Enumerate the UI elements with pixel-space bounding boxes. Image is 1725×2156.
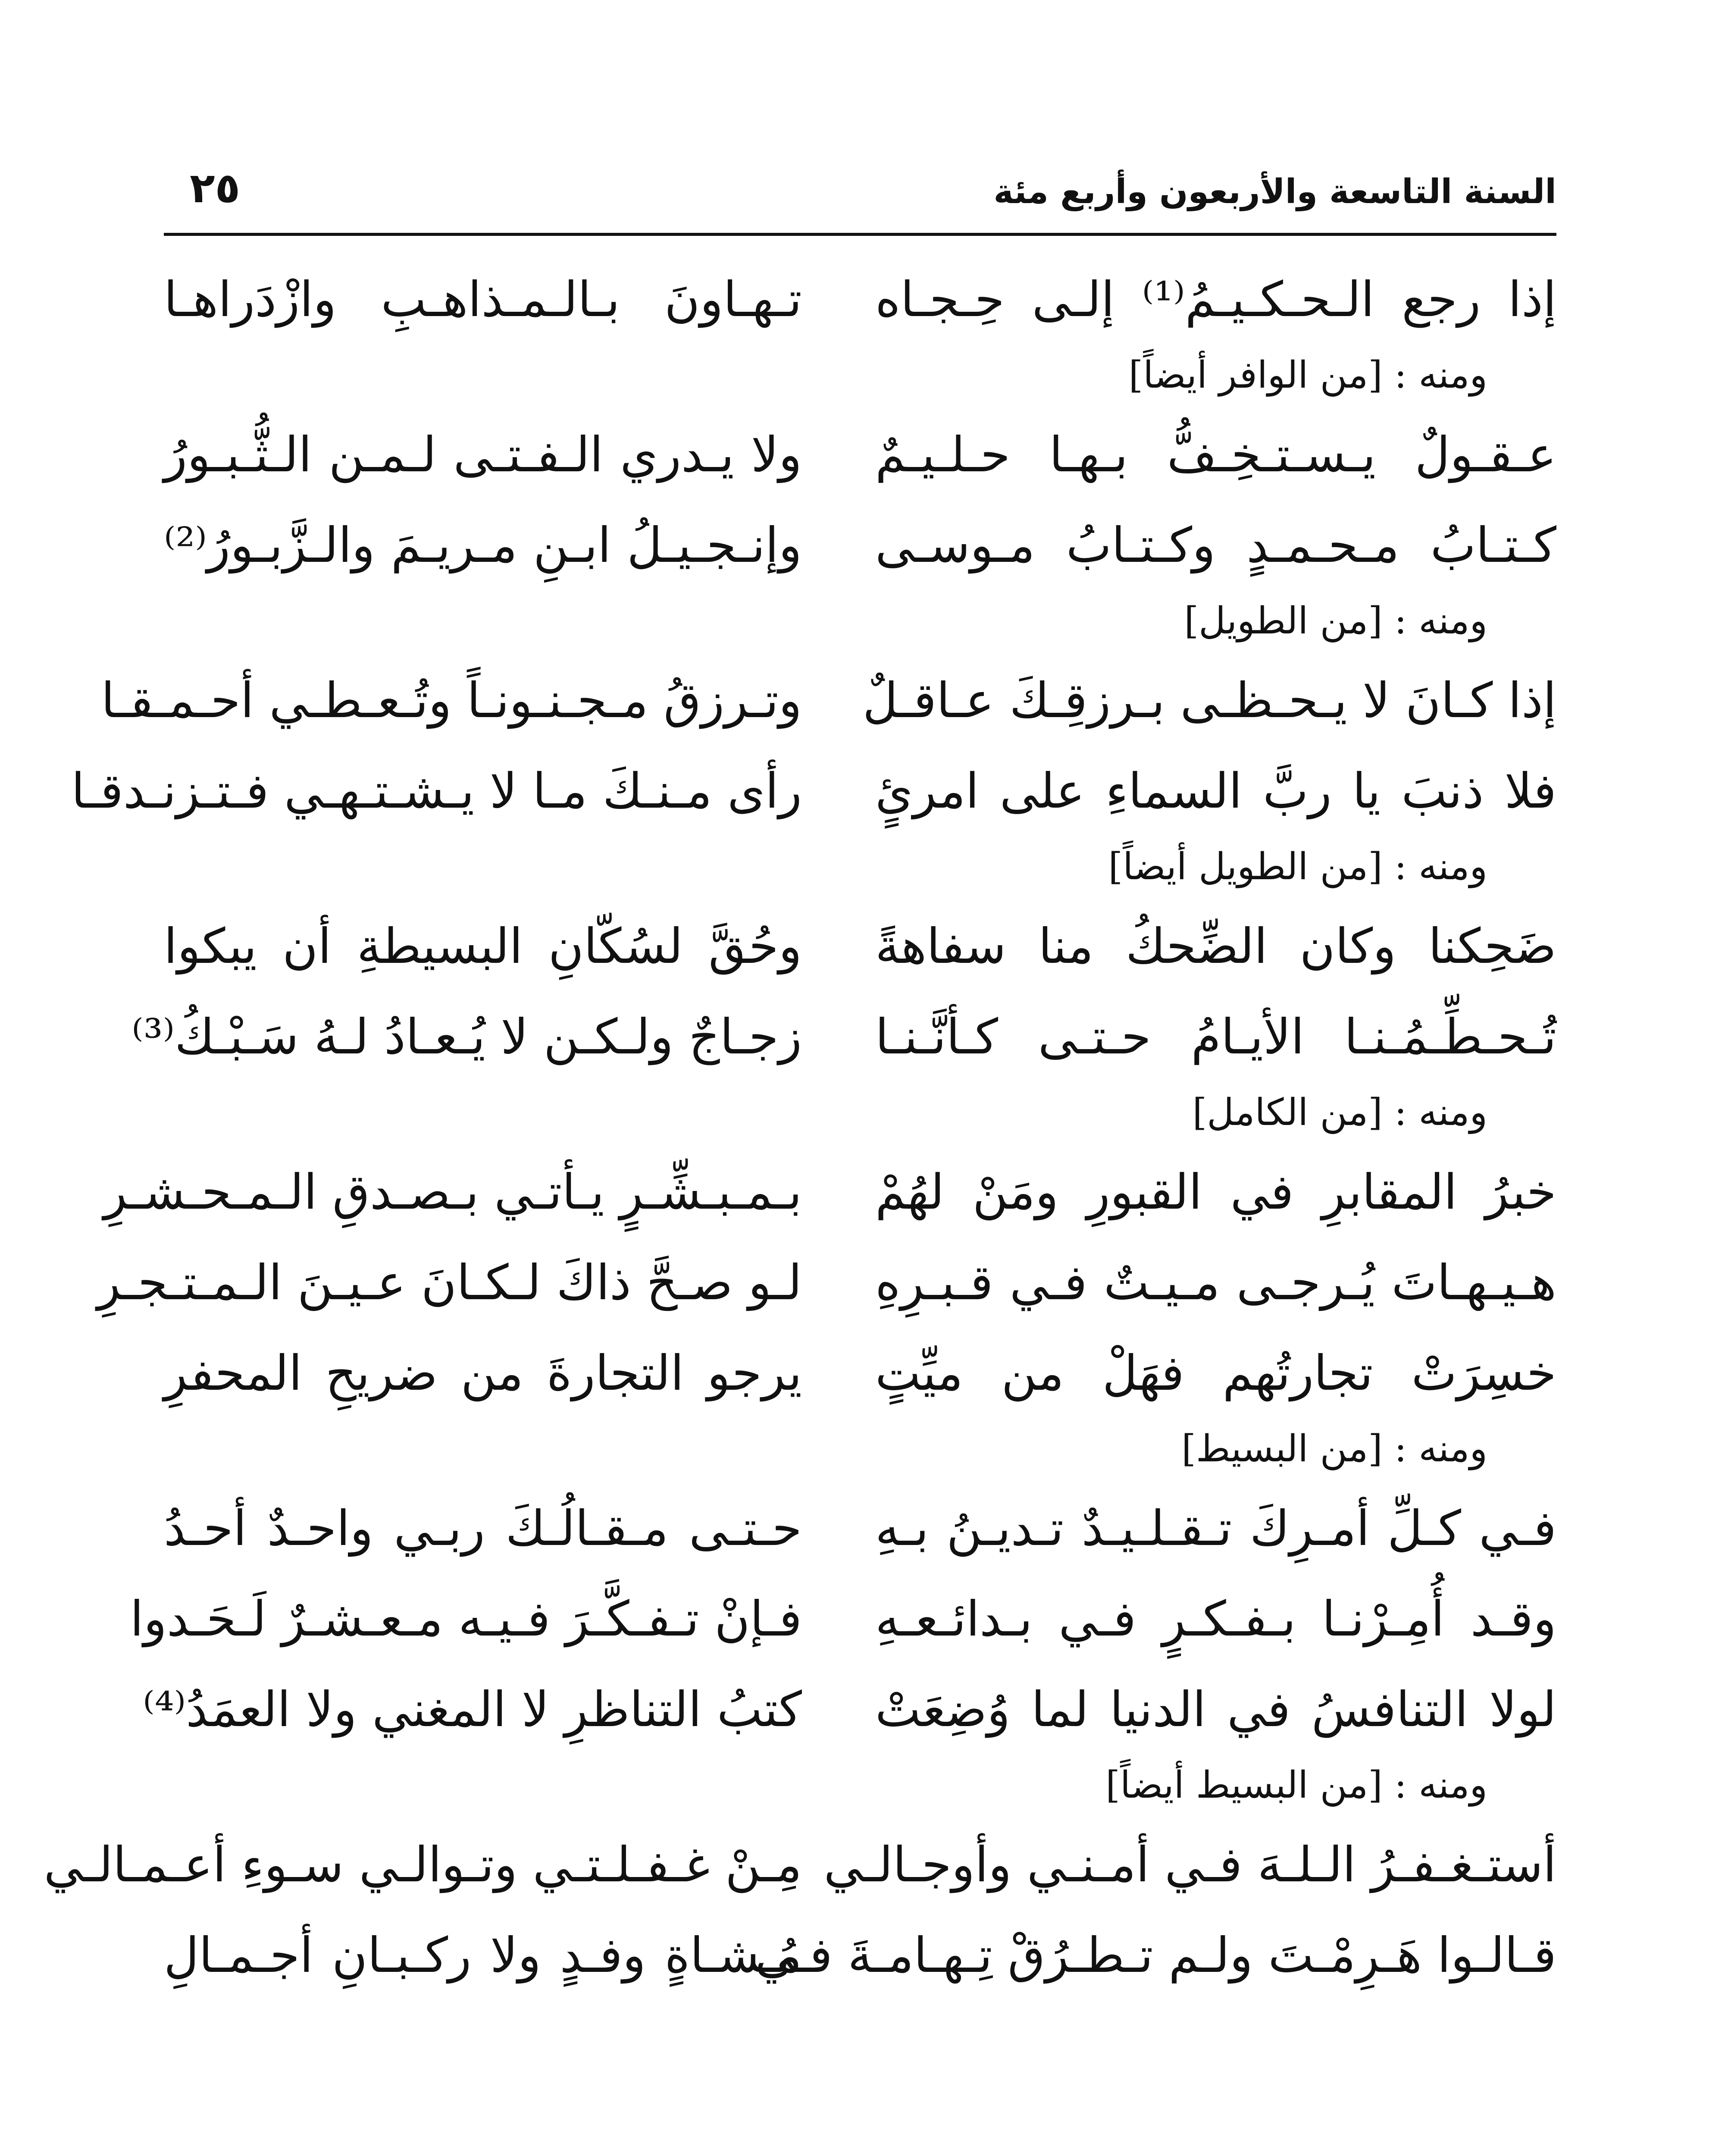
verse-line <box>164 1488 1556 1578</box>
meter-heading <box>164 349 1556 414</box>
verse-second-hemistich: مِـنْ غـفـلـتـي وتـوالـي سـوءِ أعـمـالـي <box>44 1837 802 1893</box>
verse-line <box>164 1332 1556 1423</box>
verse-line <box>131 996 1556 1087</box>
verse-first-hemistich: لولا التنافسُ في الدنيا لما وُضِعَتْ <box>875 1682 1556 1738</box>
verse-first-hemistich: خسِرَتْ تجارتُهم فهَلْ من ميِّتٍ <box>875 1345 1556 1401</box>
meter-heading <box>164 595 1556 660</box>
verse-first-hemistich: هـيـهـاتَ يُـرجـى مـيـتٌ فـي قـبـرِهِ <box>875 1255 1556 1311</box>
verse-line <box>164 1915 1556 2005</box>
verse-second-hemistich: فـإنْ تـفـكَّـرَ فـيـه مـعـشـرٌ لَـحَـدوا <box>130 1591 802 1647</box>
meter-label: ومنه : [من البسيط أيضاً] <box>1105 1764 1487 1807</box>
poem-body <box>44 259 1556 2005</box>
verse-first-hemistich: فلا ذنبَ يا ربَّ السماءِ على امرئٍ <box>875 763 1556 819</box>
running-title: السنة التاسعة والأربعون وأربع مئة <box>993 172 1556 211</box>
meter-label: ومنه : [من الكامل] <box>1192 1091 1487 1134</box>
meter-label: ومنه : [من البسيط] <box>1181 1427 1487 1470</box>
verse-first-hemistich: ضَحِكنا وكان الضِّحكُ منا سفاهةً <box>875 918 1556 975</box>
page-number: ٢٥ <box>190 164 241 212</box>
meter-label: ومنه : [من الوافر أيضاً] <box>1128 354 1487 397</box>
verse-second-hemistich: حـتـى مـقـالُـكَ ربـي واحـدٌ أحـدُ <box>164 1501 802 1557</box>
verse-second-hemistich: زجـاجٌ ولـكـن لا يُـعـادُ لـهُ سَـبْـكُ⁽³⁾ <box>131 1009 802 1065</box>
verse-line <box>164 414 1556 505</box>
verse-second-hemistich: ولا يـدري الـفـتـى لـمـن الـثُّـبـورُ <box>164 427 802 483</box>
verse-second-hemistich: يرجو التجارةَ من ضريحِ المحفرِ <box>164 1345 802 1401</box>
verse-second-hemistich: كتبُ التناظرِ لا المغني ولا العمَدُ⁽⁴⁾ <box>143 1682 802 1738</box>
verse-second-hemistich: وإنـجـيـلُ ابـنِ مـريـمَ والـزَّبـورُ⁽²⁾ <box>164 517 802 573</box>
verse-second-hemistich: لـو صـحَّ ذاكَ لـكـانَ عـيـنَ الـمـتـجـرِ <box>97 1255 802 1311</box>
verse-first-hemistich: إذا كـانَ لا يـحـظـى بـرزقِـكَ عـاقـلٌ <box>862 673 1556 729</box>
page-header <box>164 164 1556 229</box>
meter-label: ومنه : [من الطويل أيضاً] <box>1108 845 1487 888</box>
verse-second-hemistich: وحُقَّ لسُكّانِ البسيطةِ أن يبكوا <box>164 918 802 975</box>
verse-first-hemistich: فـي كـلِّ أمـرِكَ تـقـلـيـدٌ تـديـنُ بـهِ <box>875 1501 1556 1557</box>
verse-first-hemistich: خبرُ المقابرِ في القبورِ ومَنْ لهُمْ <box>875 1164 1556 1220</box>
verse-line <box>164 906 1556 996</box>
verse-first-hemistich: إذا رجع الـحـكـيـمُ⁽¹⁾ إلـى حِـجـاه <box>875 272 1556 328</box>
header-rule <box>164 233 1556 236</box>
meter-label: ومنه : [من الطويل] <box>1184 599 1487 642</box>
verse-first-hemistich: عـقـولٌ يـسـتـخِـفُّ بـهـا حـلـيـمٌ <box>875 427 1556 483</box>
verse-second-hemistich: تـهـاونَ بـالـمـذاهـبِ وازْدَراهـا <box>164 272 802 328</box>
verse-line <box>97 1242 1556 1332</box>
verse-line <box>101 660 1556 750</box>
verse-line <box>71 750 1556 841</box>
verse-first-hemistich: قـالـوا هَـرِمْـتَ ولـم تـطـرُقْ تِـهـامـةَ فـي <box>755 1927 1556 1984</box>
meter-heading <box>164 1087 1556 1151</box>
meter-heading <box>164 1759 1556 1824</box>
verse-line <box>164 259 1556 349</box>
verse-second-hemistich: رأى مـنـكَ مـا لا يـشـتـهـي فـتـزنـدقـا <box>71 763 802 819</box>
verse-first-hemistich: كـتـابُ مـحـمـدٍ وكـتـابُ مـوسـى <box>875 517 1556 573</box>
verse-first-hemistich: وقـد أُمِـرْنـا بـفـكـرٍ فـي بـدائـعـهِ <box>875 1591 1556 1647</box>
verse-first-hemistich: أستـغـفـرُ الـلـهَ فـي أمـنـي وأوجـالـي <box>823 1837 1556 1893</box>
verse-line <box>103 1151 1556 1242</box>
verse-second-hemistich: وتـرزقُ مـجـنـونـاً وتُـعـطـي أحـمـقـا <box>101 673 802 729</box>
verse-second-hemistich: بـمـبـشِّـرٍ يـأتـي بـصـدقِ الـمـحـشـرِ <box>103 1164 802 1220</box>
meter-heading <box>164 841 1556 906</box>
meter-heading <box>164 1423 1556 1488</box>
verse-first-hemistich: تُـحـطِّـمُـنـا الأيـامُ حـتـى كـأنَّـنـا <box>875 1009 1556 1065</box>
verse-line <box>143 1669 1556 1759</box>
verse-line <box>164 505 1556 595</box>
verse-second-hemistich: مُـشـاةٍ وفـدٍ ولا ركـبـانِ أجـمـالِ <box>164 1927 802 1984</box>
verse-line <box>130 1578 1556 1669</box>
verse-line <box>44 1824 1556 1915</box>
